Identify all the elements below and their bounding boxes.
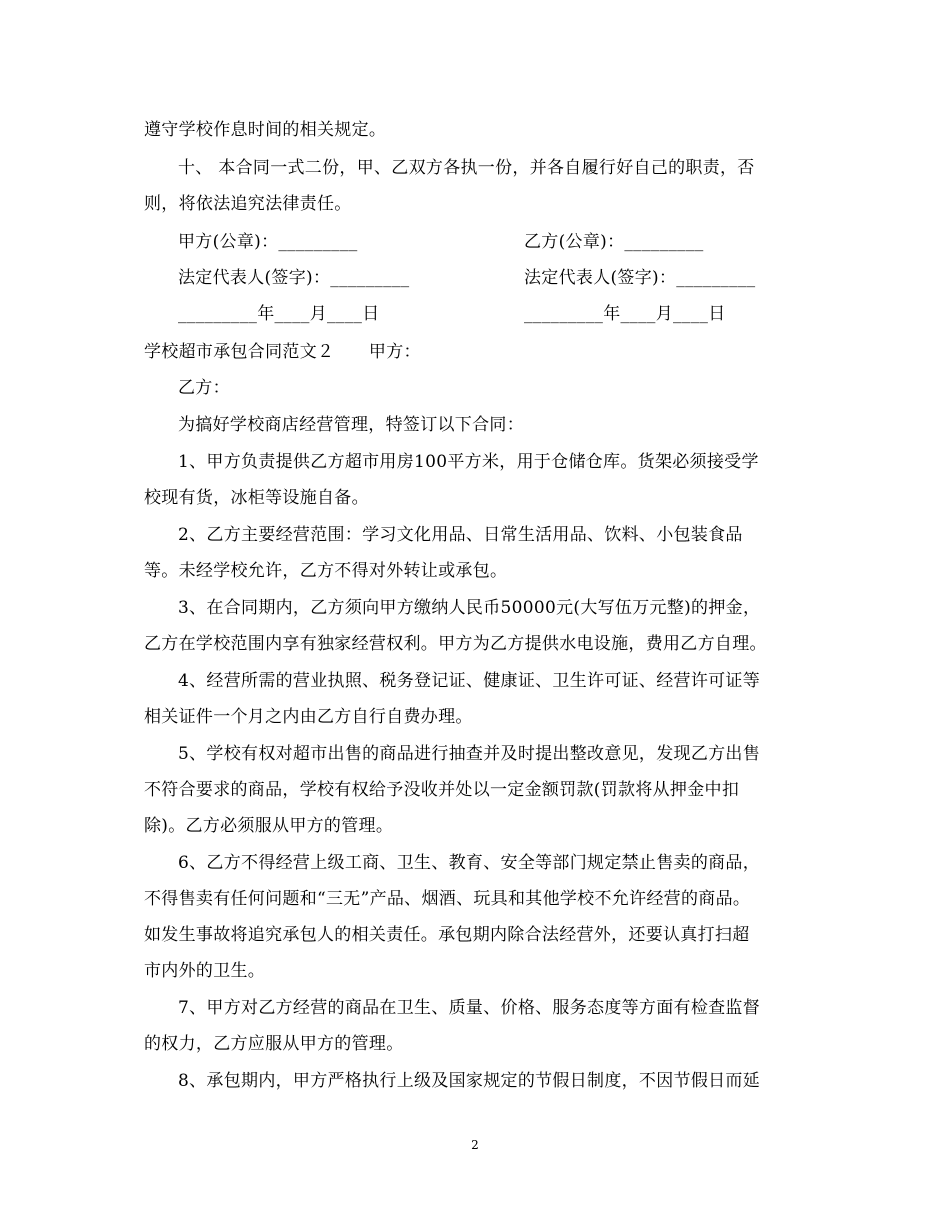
clause-7-line: 7、甲方对乙方经营的商品在卫生、质量、价格、服务态度等方面有检查监督 [178, 998, 761, 1018]
clause-1-line: 1、甲方负责提供乙方超市用房100平方米，用于仓储仓库。货架必须接受学 [178, 452, 759, 472]
paragraph-line: 如发生事故将追究承包人的相关责任。承包期内除合法经营外，还要认真打扫超 [144, 925, 750, 945]
paragraph-line: 校现有货，冰柜等设施自备。 [144, 488, 369, 508]
section-title-line: 学校超市承包合同范文２ 甲方： [144, 342, 421, 362]
paragraph-line: 除)。乙方必须服从甲方的管理。 [144, 816, 394, 836]
paragraph-line: 的权力，乙方应服从甲方的管理。 [144, 1034, 404, 1054]
party-a-representative-field: 法定代表人(签字)：_________ [178, 268, 410, 288]
party-a-date-field: _________年____月____日 [178, 304, 380, 324]
party-b-representative-field: 法定代表人(签字)：_________ [524, 268, 756, 288]
paragraph-line: 市内外的卫生。 [144, 961, 266, 981]
clause-ten-line: 十、 本合同一式二份，甲、乙双方各执一份，并各自履行好自己的职责，否 [178, 158, 755, 178]
paragraph-line: 遵守学校作息时间的相关规定。 [144, 120, 387, 140]
paragraph-line: 不符合要求的商品，学校有权给予没收并处以一定金额罚款(罚款将从押金中扣 [144, 780, 740, 800]
paragraph-line: 不得售卖有任何问题和“三无”产品、烟酒、玩具和其他学校不允许经营的商品。 [144, 889, 751, 909]
paragraph-line: 等。未经学校允许，乙方不得对外转让或承包。 [144, 561, 508, 581]
preamble-line: 为搞好学校商店经营管理，特签订以下合同： [178, 415, 524, 435]
clause-8-line: 8、承包期内，甲方严格执行上级及国家规定的节假日制度，不因节假日而延 [178, 1071, 761, 1091]
party-a-seal-field: 甲方(公章)：_________ [178, 232, 358, 252]
party-b-line: 乙方： [178, 378, 230, 398]
clause-6-line: 6、乙方不得经营上级工商、卫生、教育、安全等部门规定禁止售卖的商品， [178, 853, 761, 873]
clause-5-line: 5、学校有权对超市出售的商品进行抽查并及时提出整改意见，发现乙方出售 [178, 744, 761, 764]
clause-2-line: 2、乙方主要经营范围：学习文化用品、日常生活用品、饮料、小包装食品 [178, 525, 743, 545]
paragraph-line: 则，将依法追究法律责任。 [144, 194, 352, 214]
paragraph-line: 乙方在学校范围内享有独家经营权利。甲方为乙方提供水电设施，费用乙方自理。 [144, 634, 767, 654]
clause-3-line: 3、在合同期内，乙方须向甲方缴纳人民币50000元(大写伍万元整)的押金， [178, 598, 761, 618]
page-number: 2 [471, 1138, 479, 1152]
clause-4-line: 4、经营所需的营业执照、税务登记证、健康证、卫生许可证、经营许可证等 [178, 671, 761, 691]
paragraph-line: 相关证件一个月之内由乙方自行自费办理。 [144, 707, 473, 727]
party-b-seal-field: 乙方(公章)：_________ [524, 232, 704, 252]
party-b-date-field: _________年____月____日 [524, 304, 726, 324]
